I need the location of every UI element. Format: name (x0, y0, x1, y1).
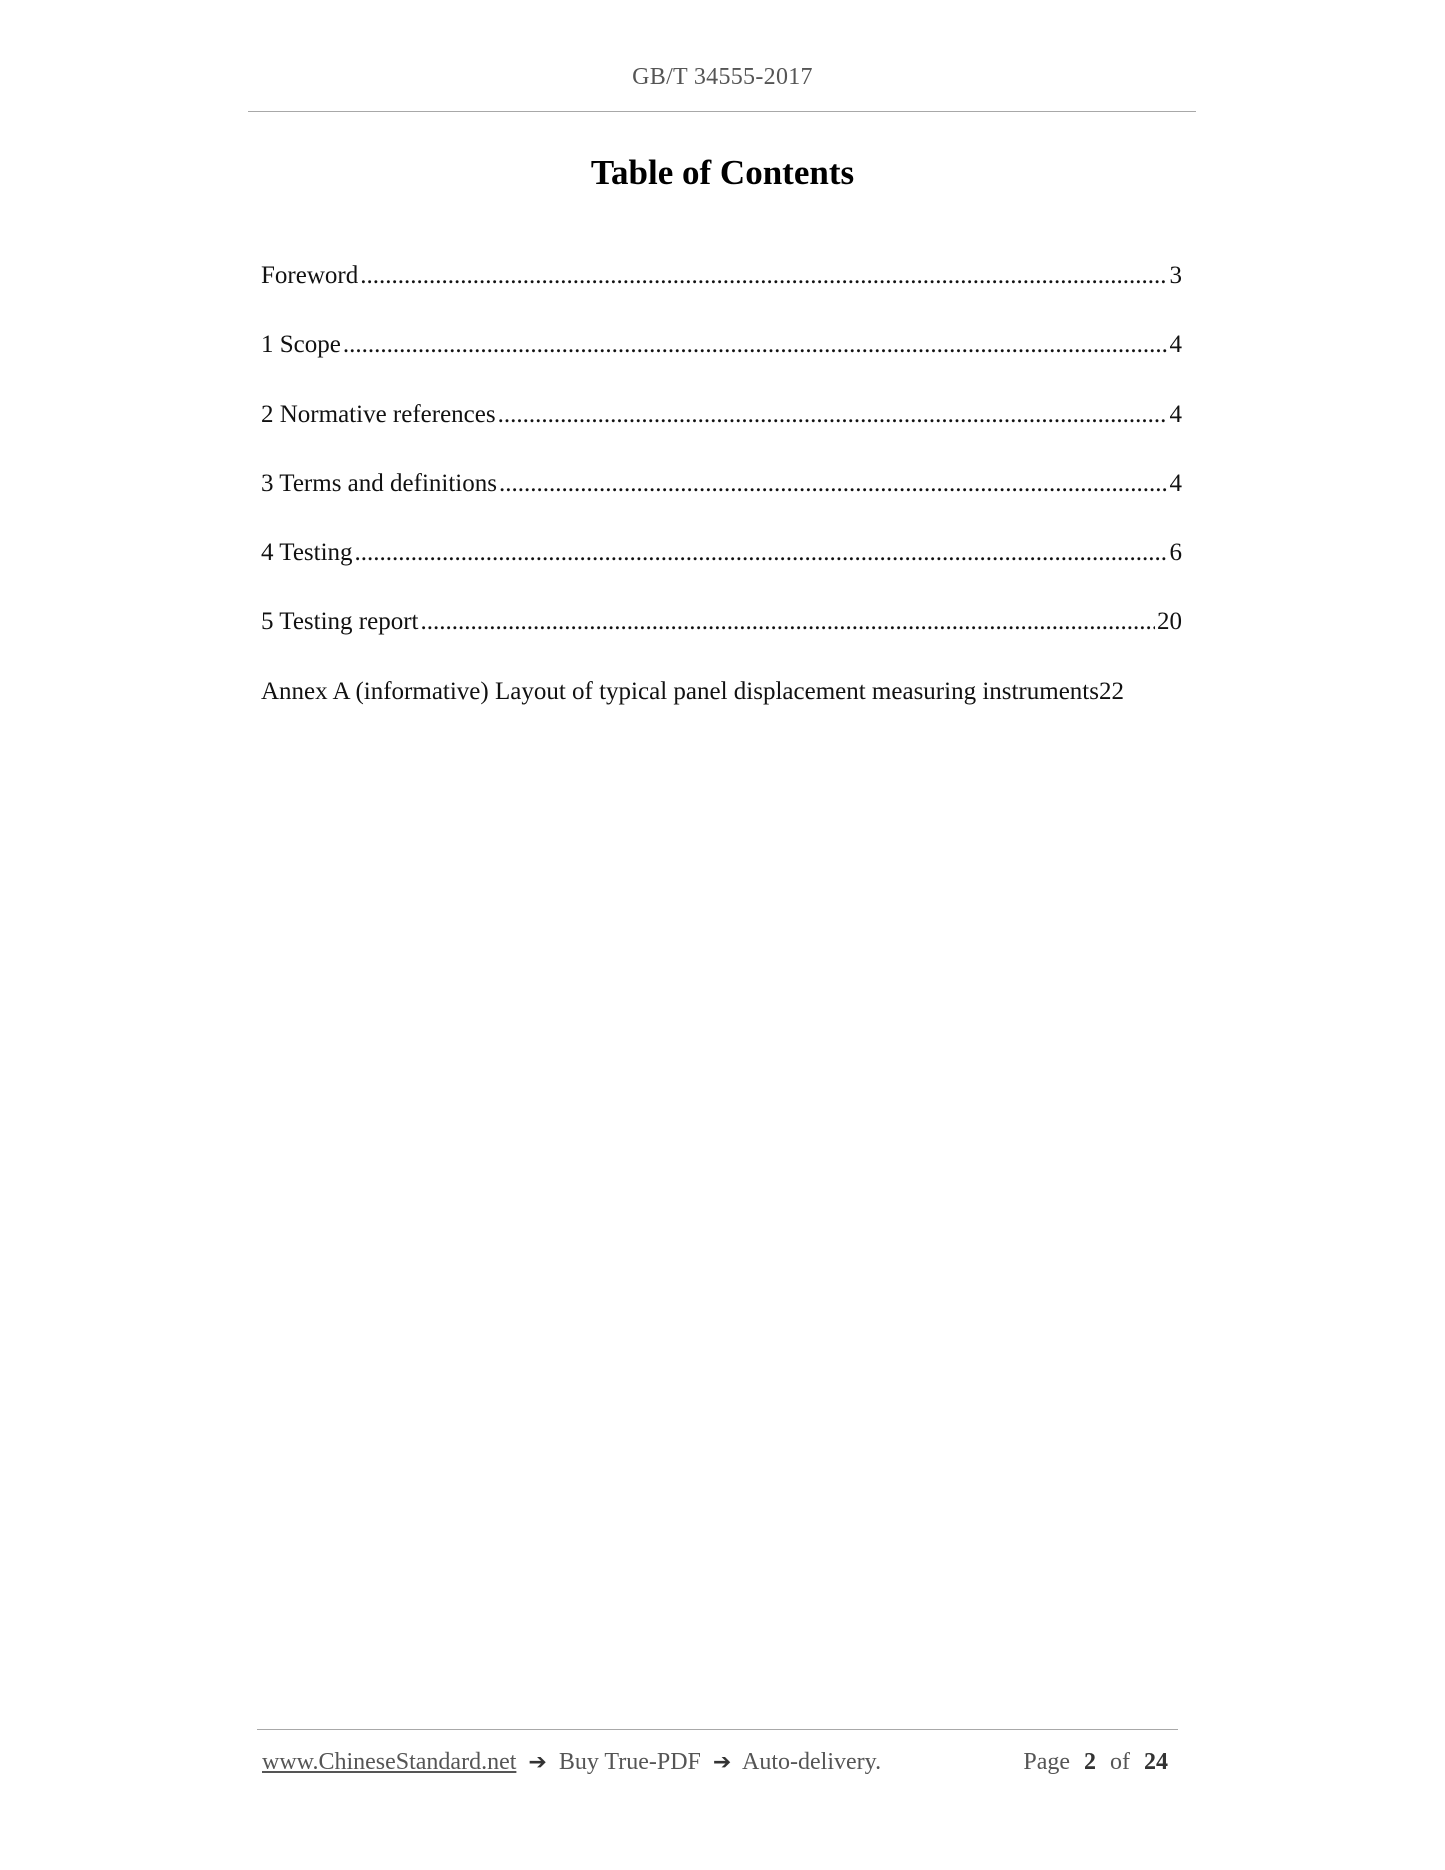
toc-entry-label: 5 Testing report (261, 608, 419, 636)
footer-promo (262, 1749, 881, 1776)
buy-true-pdf-text: Buy True-PDF (558, 1749, 701, 1775)
total-pages-number: 24 (1144, 1749, 1168, 1775)
toc-entry-annex-a[interactable] (261, 678, 1182, 747)
toc-leader-dots (498, 401, 1168, 429)
toc-entry-terms-definitions[interactable] (261, 470, 1182, 539)
toc-entry-scope[interactable] (261, 331, 1182, 400)
right-arrow-icon: ➔ (712, 1750, 732, 1775)
toc-entry-label: 1 Scope (261, 331, 341, 359)
toc-leader-dots (499, 470, 1168, 498)
page-footer (262, 1749, 1176, 1776)
page-label: Page (1023, 1749, 1070, 1775)
header-divider (248, 111, 1196, 112)
toc-entry-page: 3 (1169, 262, 1182, 289)
toc-list (261, 262, 1182, 747)
toc-entry-testing-report[interactable] (261, 608, 1182, 677)
right-arrow-icon: ➔ (528, 1750, 547, 1775)
toc-entry-page: 20 (1157, 608, 1182, 636)
toc-entry-page: 4 (1169, 400, 1182, 428)
toc-entry-label: 2 Normative references (261, 400, 496, 428)
toc-entry-label: Annex A (informative) Layout of typical panel displacement measuring instruments (261, 677, 1099, 705)
toc-entry-testing[interactable] (261, 539, 1182, 608)
toc-entry-page: 4 (1169, 331, 1182, 359)
toc-entry-foreword[interactable] (261, 262, 1182, 331)
toc-title: Table of Contents (590, 153, 855, 192)
footer-divider (257, 1729, 1178, 1730)
current-page-number: 2 (1084, 1749, 1096, 1775)
page-number (1023, 1749, 1176, 1776)
toc-leader-dots (343, 331, 1168, 359)
toc-entry-label: Foreword (261, 262, 359, 289)
toc-leader-dots (420, 608, 1155, 636)
site-link[interactable]: www.ChineseStandard.net (262, 1749, 517, 1775)
toc-leader-dots (360, 262, 1167, 290)
toc-entry-label: 4 Testing (261, 539, 353, 567)
toc-entry-page: 4 (1169, 469, 1182, 497)
header-standard-code: GB/T 34555-2017 (632, 64, 813, 90)
toc-entry-page: 6 (1169, 539, 1182, 567)
toc-entry-page: 22 (1098, 677, 1124, 705)
auto-delivery-text: Auto-delivery. (742, 1749, 882, 1775)
toc-entry-normative-references[interactable] (261, 401, 1182, 470)
toc-leader-dots (355, 539, 1168, 567)
toc-entry-label: 3 Terms and definitions (261, 469, 497, 497)
of-label: of (1110, 1749, 1130, 1775)
